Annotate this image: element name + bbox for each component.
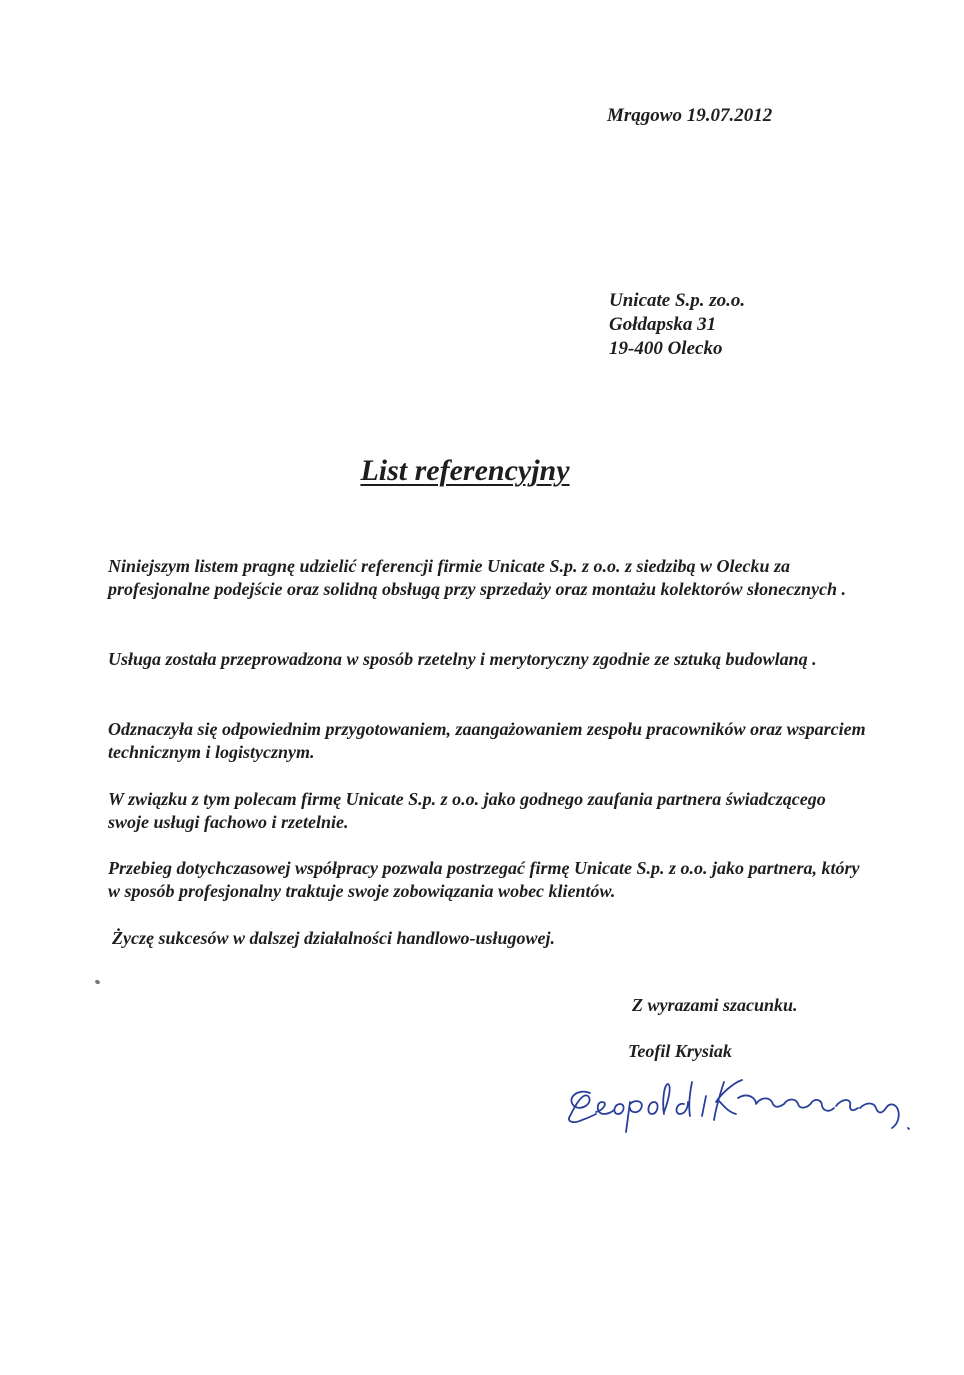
signer-name: Teofil Krysiak [628,1041,732,1061]
scan-speck [94,979,100,985]
recipient-city: 19-400 Olecko [609,338,723,359]
paragraph-2: Usługa została przeprowadzona w sposób rzetelny i merytoryczny zgodnie ze sztuką budowlaną . [108,649,817,669]
paragraph-5: Przebieg dotychczasowej współpracy pozwala postrzegać firmę Unicate S.p. z o.o. jako partnera, który w sposób profesjonalny traktuje swoje zobowiązania wobec klientów. [108,858,860,901]
recipient-street: Gołdapska 31 [609,314,717,335]
letter-title: List referencyjny [360,454,570,487]
paragraph-4: W związku z tym polecam firmę Unicate S.p. z o.o. jako godnego zaufania partnera świadczącego swoje usługi fachowo i rzetelnie. [108,789,826,832]
recipient-address [609,289,745,361]
closing-salutation: Z wyrazami szacunku. [632,995,798,1015]
place-date: Mrągowo 19.07.2012 [607,105,773,126]
paragraph-6: Życzę sukcesów w dalszej działalności handlowo-usługowej. [112,928,556,948]
recipient-company: Unicate S.p. zo.o. [609,290,746,311]
paragraph-3: Odznaczyła się odpowiednim przygotowaniem, zaangażowaniem zespołu pracowników oraz wsparciem technicznym i logistycznym. [108,719,866,762]
paragraph-1: Niniejszym listem pragnę udzielić referencji firmie Unicate S.p. z o.o. z siedzibą w Olecku za profesjonalne podejście oraz solidną obsługą przy sprzedaży oraz montażu kolektorów słonecznych . [108,556,847,599]
handwritten-signature [560,1068,920,1148]
